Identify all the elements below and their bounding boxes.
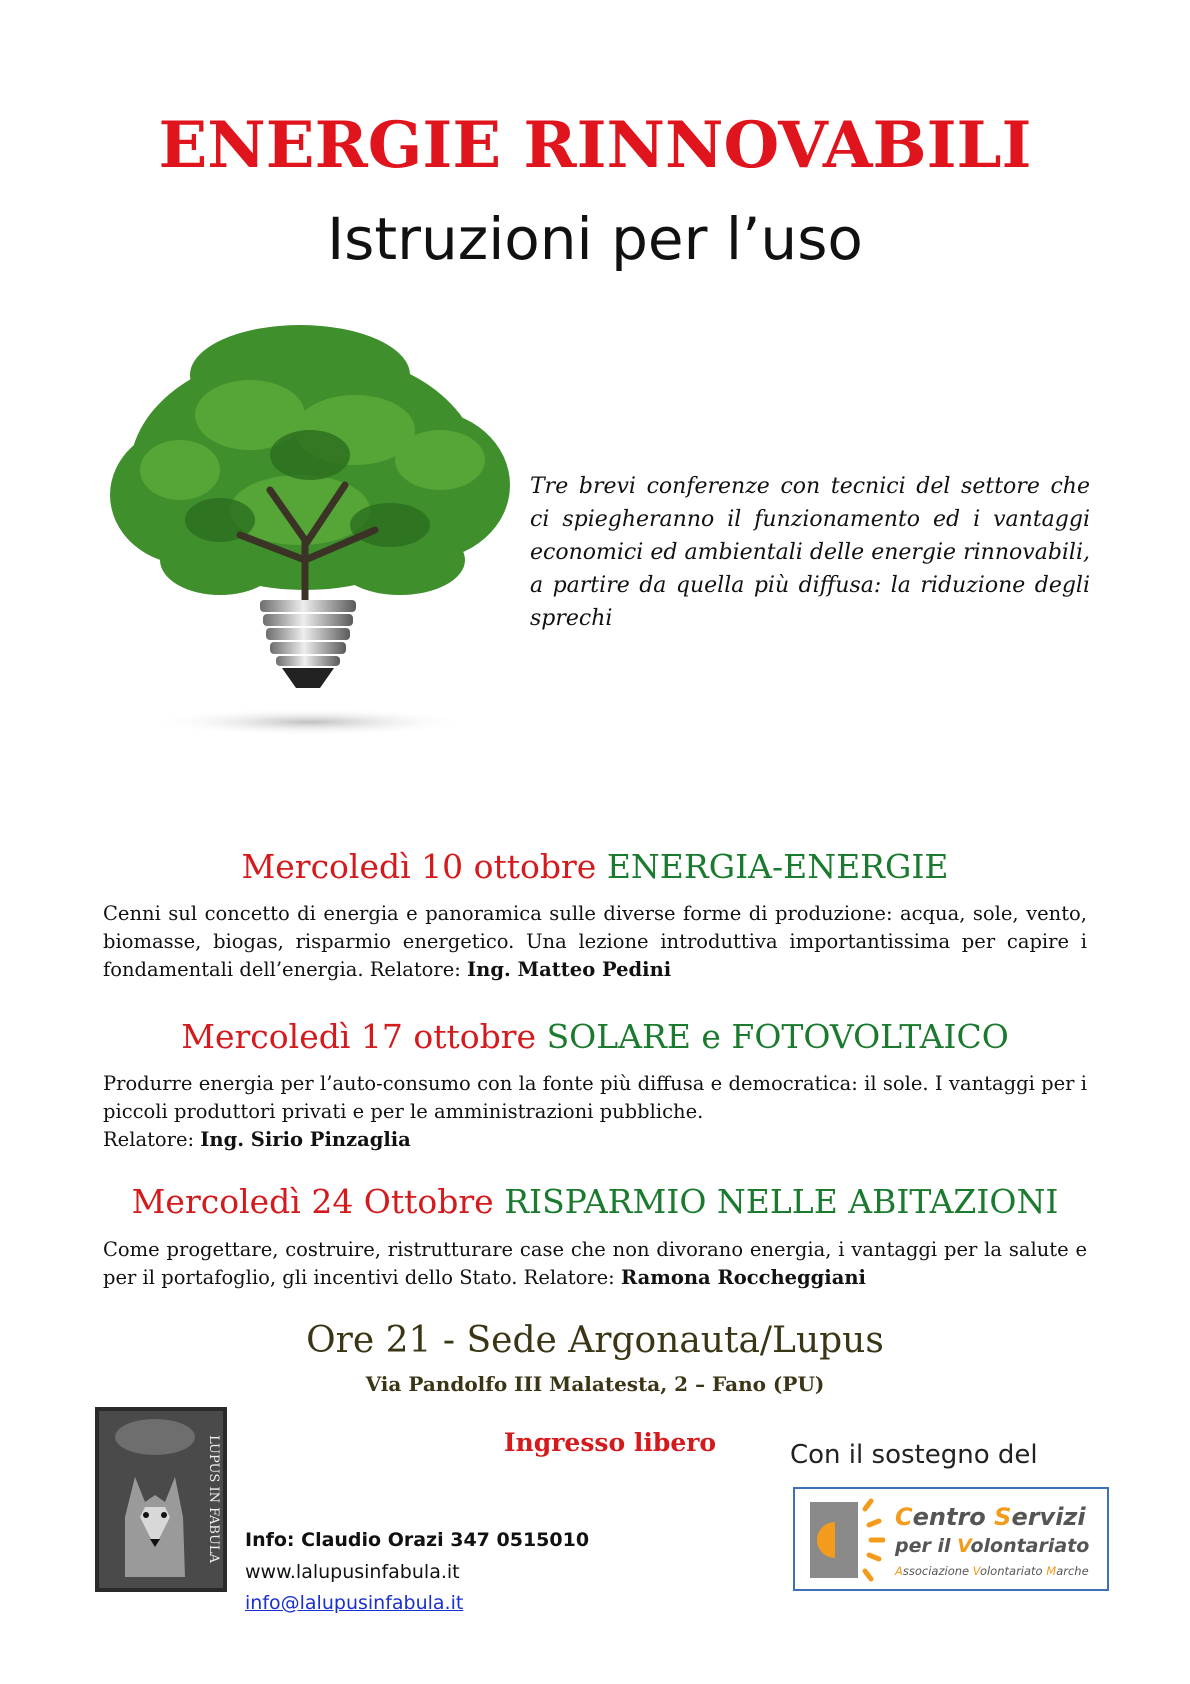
event-2-speaker: Ing. Sirio Pinzaglia bbox=[200, 1128, 411, 1151]
event-2-heading bbox=[0, 1017, 1190, 1056]
event-3-speaker: Ramona Roccheggiani bbox=[620, 1266, 866, 1289]
page-subtitle: Istruzioni per l’uso bbox=[327, 205, 863, 273]
event-2-description bbox=[103, 1070, 1087, 1154]
info-contact: Info: Claudio Orazi 347 0515010 bbox=[245, 1529, 590, 1551]
intro-paragraph: Tre brevi conferenze con tecnici del settore che ci spiegheranno il funzionamento ed i vantaggi economici ed ambientali delle energie rinnovabili, a partire da quella più diffusa: la riduzione degli sprechi bbox=[530, 474, 1090, 631]
event-2-speaker-prefix: Relatore: bbox=[103, 1128, 201, 1151]
entry-free-label: Ingresso libero bbox=[503, 1428, 717, 1457]
lupus-in-fabula-logo bbox=[95, 1407, 227, 1592]
csv-sponsor-logo bbox=[793, 1487, 1109, 1591]
event-3-heading bbox=[0, 1182, 1190, 1221]
event-3-text: Come progettare, costruire, ristrutturare case che non divorano energia, i vantaggi per la salute e per il portafoglio, gli incentivi dello Stato. Relatore: bbox=[103, 1238, 1087, 1289]
event-1-date: Mercoledì 10 ottobre bbox=[241, 847, 597, 886]
email-link[interactable]: info@lalupusinfabula.it bbox=[245, 1592, 464, 1614]
csv-sun-icon bbox=[805, 1497, 885, 1583]
csv-name-line3: Associazione Volontariato Marche bbox=[895, 1564, 1089, 1578]
event-1-heading bbox=[0, 847, 1190, 886]
event-3-date: Mercoledì 24 Ottobre bbox=[131, 1182, 494, 1221]
event-2-topic: SOLARE e FOTOVOLTAICO bbox=[546, 1017, 1009, 1056]
csv-name-line2: per il Volontariato bbox=[895, 1535, 1090, 1557]
event-1-topic: ENERGIA-ENERGIE bbox=[606, 847, 949, 886]
csv-name-line1: Centro Servizi bbox=[895, 1503, 1086, 1531]
wolf-logo-text: LUPUS IN FABULA bbox=[206, 1435, 221, 1563]
address: Via Pandolfo III Malatesta, 2 – Fano (PU) bbox=[365, 1372, 825, 1396]
event-1-text: Cenni sul concetto di energia e panoramica sulle diverse forme di produzione: acqua, sole, vento, biomasse, biogas, risparmio energetico. Una lezione introduttiva importantissima per capire i fondamentali dell’energia. Relatore: bbox=[103, 902, 1087, 981]
website-link[interactable]: www.lalupusinfabula.it bbox=[245, 1561, 460, 1583]
event-1-description bbox=[103, 900, 1087, 984]
event-3-topic: RISPARMIO NELLE ABITAZIONI bbox=[504, 1182, 1059, 1221]
event-3-description bbox=[103, 1236, 1087, 1292]
event-1-speaker: Ing. Matteo Pedini bbox=[467, 958, 672, 981]
tree-lightbulb-illustration bbox=[100, 320, 520, 790]
event-2-date: Mercoledì 17 ottobre bbox=[181, 1017, 537, 1056]
event-2-text: Produrre energia per l’auto-consumo con la fonte più diffusa e democratica: il sole. I vantaggi per i piccoli produttori privati e per le amministrazioni pubbliche. bbox=[103, 1072, 1087, 1123]
time-place: Ore 21 - Sede Argonauta/Lupus bbox=[306, 1320, 884, 1361]
event-2-speaker-line bbox=[103, 1126, 1087, 1154]
support-label: Con il sostegno del bbox=[790, 1440, 1038, 1470]
page-title: ENERGIE RINNOVABILI bbox=[158, 108, 1032, 183]
